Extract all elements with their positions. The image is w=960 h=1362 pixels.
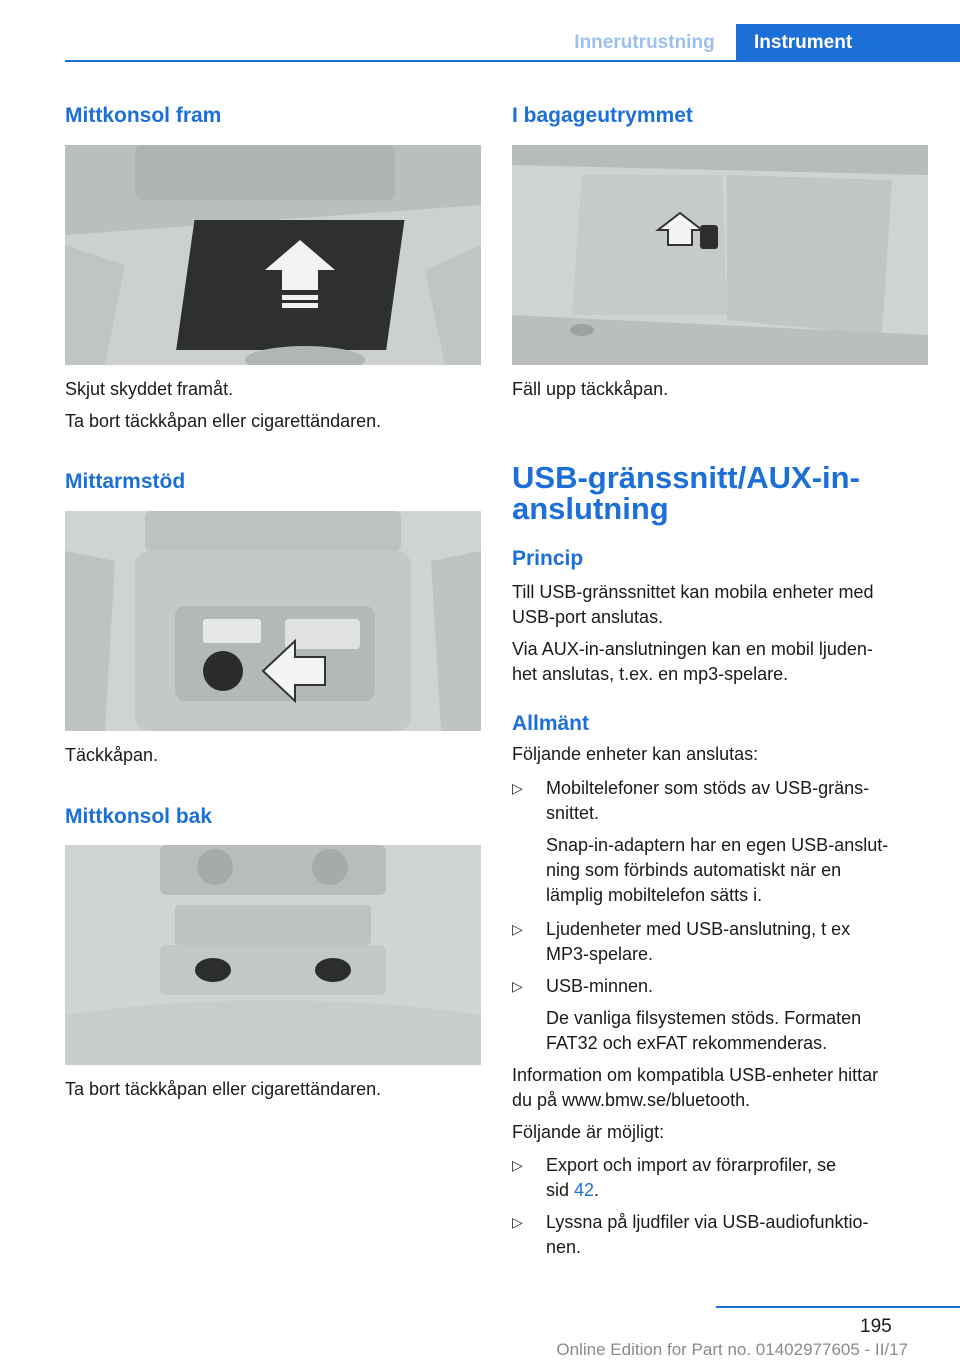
- text-fall-upp: Fäll upp täckkåpan.: [512, 379, 669, 399]
- heading-mittarmstod: Mittarmstöd: [65, 470, 186, 493]
- heading-i-bagageutrymmet: I bagageutrymmet: [512, 104, 693, 127]
- text-princip-1a: Till USB-gränssnittet kan mobila enheter med: [512, 582, 874, 602]
- text-princip-1b: USB-port anslutas.: [512, 607, 664, 627]
- heading-usb-aux-line1: USB-gränssnitt/AUX-in-: [512, 460, 860, 495]
- list-item-text: Ljudenheter med USB-anslutning, t ex MP3-spelare.: [546, 919, 851, 964]
- text-foljande-enheter: Följande enheter kan anslutas:: [512, 744, 759, 764]
- page-link-42[interactable]: 42: [574, 1180, 595, 1200]
- illustration-rear-console: [65, 845, 481, 1065]
- text-ta-bort-2: Ta bort täckkåpan eller cigarettändaren.: [65, 1079, 382, 1099]
- footer-rule: [716, 1306, 960, 1308]
- text-information-b: du på www.bmw.se/bluetooth.: [512, 1090, 751, 1110]
- bullet-marker-icon: ▷: [512, 978, 523, 994]
- list-item-text: Mobiltelefoner som stöds av USB-gräns‐ snittet.: [546, 778, 870, 823]
- text-princip-2b: het anslutas, t.ex. en mp3-spelare.: [512, 664, 789, 684]
- header-tab-section[interactable]: Innerutrustning: [574, 32, 715, 53]
- text-ta-bort-1: Ta bort täckkåpan eller cigarettändaren.: [65, 411, 382, 431]
- text-snap-in-a: Snap-in-adaptern har en egen USB-anslut‐: [546, 835, 889, 855]
- text-filsystem-a: De vanliga filsystemen stöds. Formaten: [546, 1008, 862, 1028]
- illustration-armrest: [65, 511, 481, 731]
- heading-mittkonsol-bak: Mittkonsol bak: [65, 805, 213, 828]
- illustration-luggage-compartment: [512, 145, 928, 365]
- list-item-text: USB-minnen.: [546, 976, 654, 996]
- bullet-marker-icon: ▷: [512, 1214, 523, 1230]
- heading-princip: Princip: [512, 547, 584, 570]
- text-foljande-mojligt: Följande är möjligt:: [512, 1122, 665, 1142]
- list-item-text: Lyssna på ljudfiler via USB-audiofunktio‐ nen.: [546, 1212, 869, 1257]
- text-skjut-skyddet: Skjut skyddet framåt.: [65, 379, 234, 399]
- illustration-front-console: [65, 145, 481, 365]
- text-tackkapan: Täckkåpan.: [65, 745, 159, 765]
- header-rule: [65, 60, 960, 62]
- list-item-text: Export och import av förarprofiler, se sid 42.: [546, 1155, 837, 1200]
- heading-mittkonsol-fram: Mittkonsol fram: [65, 104, 222, 127]
- text-snap-in-c: lämplig mobiltelefon sätts i.: [546, 885, 763, 905]
- text-information-a: Information om kompatibla USB-enheter hittar: [512, 1065, 879, 1085]
- heading-allmant: Allmänt: [512, 712, 590, 735]
- heading-usb-aux-line2: anslutning: [512, 491, 669, 526]
- text-snap-in-b: ning som förbinds automatiskt när en: [546, 860, 842, 880]
- bullet-marker-icon: ▷: [512, 921, 523, 937]
- footer-edition: Online Edition for Part no. 01402977605 - II/17: [556, 1340, 908, 1359]
- bullet-marker-icon: ▷: [512, 780, 523, 796]
- text-princip-2a: Via AUX-in-anslutningen kan en mobil ljuden‐: [512, 639, 873, 659]
- header-tab-chapter-label: Instrument: [754, 32, 853, 53]
- page-number: 195: [860, 1316, 892, 1337]
- text-filsystem-b: FAT32 och exFAT rekommenderas.: [546, 1033, 828, 1053]
- header-tab-chapter[interactable]: [736, 24, 960, 62]
- bullet-marker-icon: ▷: [512, 1157, 523, 1173]
